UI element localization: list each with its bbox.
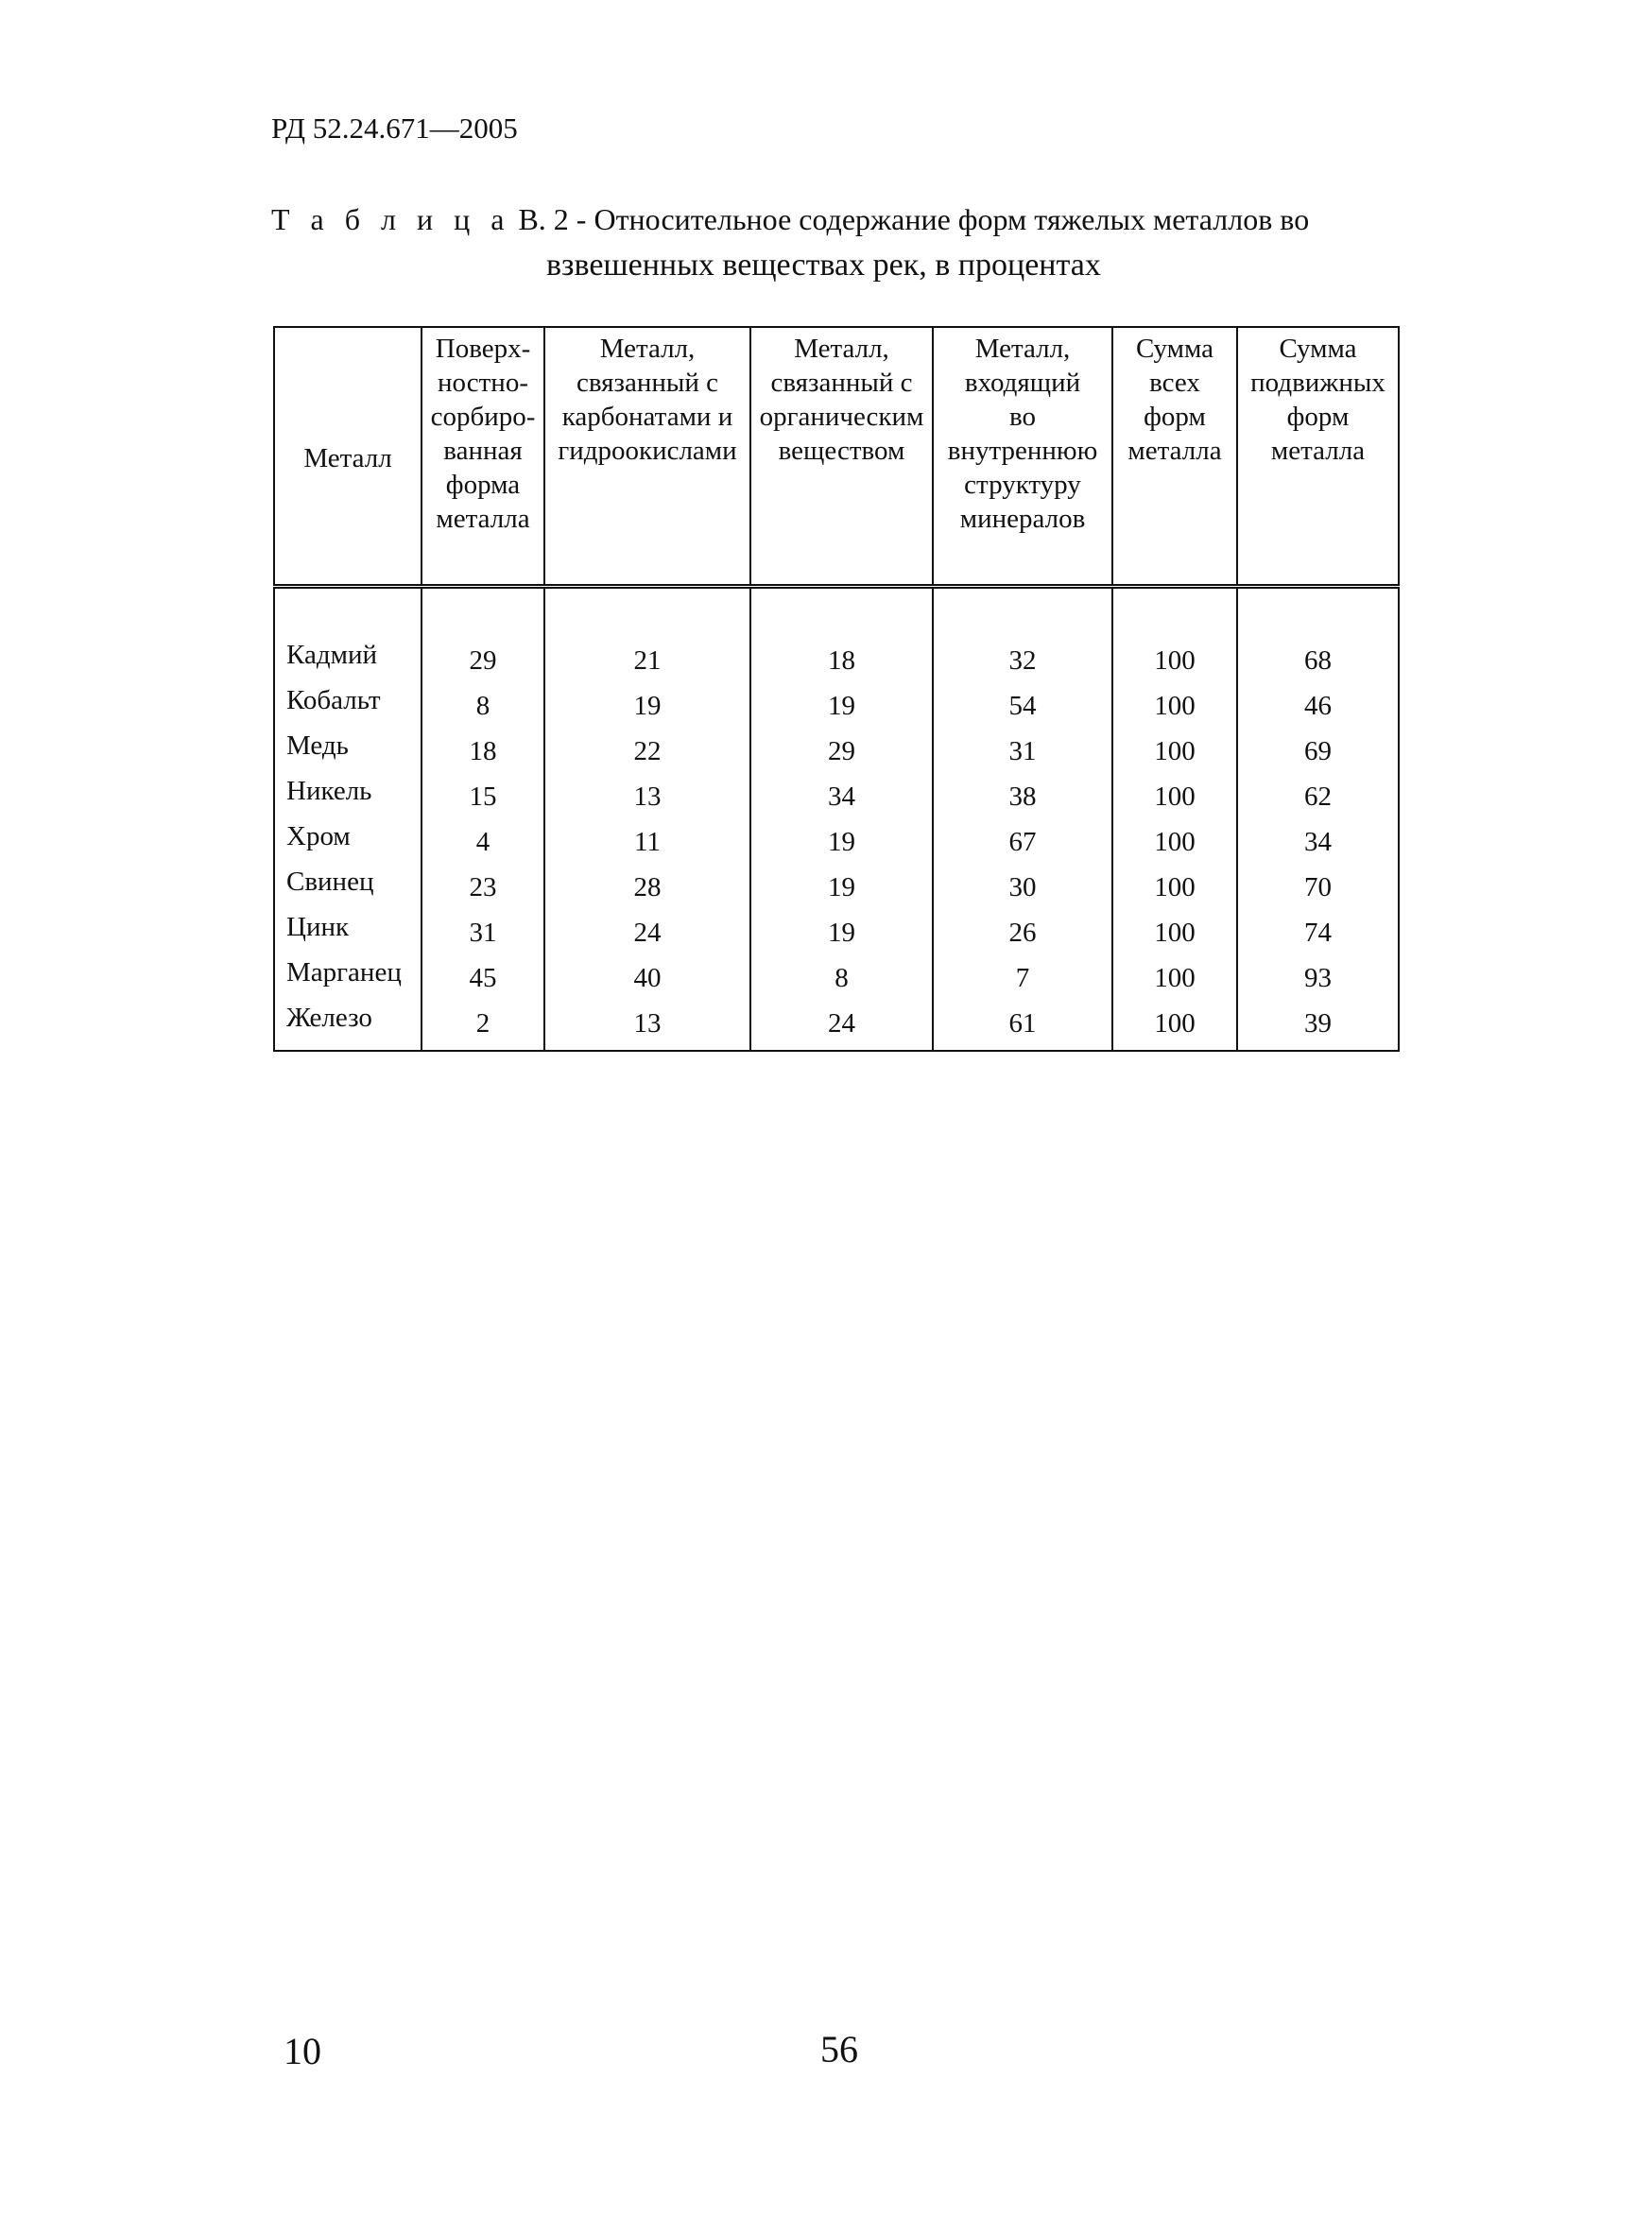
value-cell: 100 <box>1112 819 1237 865</box>
column-header: Поверх- ностно- сорбиро- ванная форма металла <box>422 327 544 587</box>
value-cell: 100 <box>1112 587 1237 684</box>
value-cell: 19 <box>544 683 750 729</box>
caption-line-1 <box>271 204 1309 234</box>
value-cell: 19 <box>750 865 933 910</box>
value-cell: 100 <box>1112 955 1237 1001</box>
value-cell: 38 <box>933 774 1112 819</box>
value-cell: 23 <box>422 865 544 910</box>
table-row <box>274 1001 1399 1051</box>
value-cell: 100 <box>1112 774 1237 819</box>
metal-name-cell: Хром <box>274 814 422 859</box>
value-cell: 15 <box>422 774 544 819</box>
page-number-center: 56 <box>820 2028 858 2070</box>
value-cell: 93 <box>1237 955 1399 1001</box>
table-row <box>274 729 1399 774</box>
column-header: Металл <box>274 327 422 587</box>
value-cell: 13 <box>544 1001 750 1051</box>
value-cell: 11 <box>544 819 750 865</box>
value-cell: 28 <box>544 865 750 910</box>
value-cell: 100 <box>1112 865 1237 910</box>
table-row <box>274 774 1399 819</box>
value-cell: 24 <box>750 1001 933 1051</box>
table-row <box>274 819 1399 865</box>
value-cell: 7 <box>933 955 1112 1001</box>
value-cell: 34 <box>750 774 933 819</box>
value-cell: 62 <box>1237 774 1399 819</box>
value-cell: 19 <box>750 683 933 729</box>
value-cell: 4 <box>422 819 544 865</box>
value-cell: 29 <box>750 729 933 774</box>
value-cell: 13 <box>544 774 750 819</box>
value-cell: 18 <box>422 729 544 774</box>
value-cell: 70 <box>1237 865 1399 910</box>
document-code: РД 52.24.671—2005 <box>271 112 518 145</box>
metal-name-cell: Кадмий <box>274 581 422 678</box>
value-cell: 100 <box>1112 683 1237 729</box>
value-cell: 21 <box>544 587 750 684</box>
value-cell: 61 <box>933 1001 1112 1051</box>
column-header: Сумма подвижных форм металла <box>1237 327 1399 587</box>
metal-name-cell: Железо <box>274 995 422 1045</box>
metal-name-cell: Никель <box>274 768 422 814</box>
caption-title-line-1: - Относительное содержание форм тяжелых металлов во <box>576 202 1310 236</box>
metal-name-cell: Марганец <box>274 950 422 995</box>
table-row <box>274 587 1399 684</box>
value-cell: 24 <box>544 910 750 955</box>
column-header: Металл, входящий во внутреннюю структуру минералов <box>933 327 1112 587</box>
metal-name-cell: Кобальт <box>274 678 422 723</box>
value-cell: 69 <box>1237 729 1399 774</box>
value-cell: 54 <box>933 683 1112 729</box>
value-cell: 68 <box>1237 587 1399 684</box>
metals-table <box>273 326 1398 1054</box>
table-row <box>274 683 1399 729</box>
table-row <box>274 955 1399 1001</box>
table-row <box>274 865 1399 910</box>
page-number-left: 10 <box>284 2030 321 2072</box>
table-body <box>274 587 1399 1052</box>
value-cell: 19 <box>750 819 933 865</box>
value-cell: 34 <box>1237 819 1399 865</box>
value-cell: 100 <box>1112 1001 1237 1051</box>
value-cell: 31 <box>933 729 1112 774</box>
value-cell: 67 <box>933 819 1112 865</box>
value-cell: 100 <box>1112 729 1237 774</box>
value-cell: 46 <box>1237 683 1399 729</box>
table-header-row <box>274 327 1399 587</box>
value-cell: 18 <box>750 587 933 684</box>
column-header: Металл, связанный с карбонатами и гидроокислами <box>544 327 750 587</box>
value-cell: 40 <box>544 955 750 1001</box>
value-cell: 45 <box>422 955 544 1001</box>
value-cell: 39 <box>1237 1001 1399 1051</box>
value-cell: 32 <box>933 587 1112 684</box>
value-cell: 8 <box>422 683 544 729</box>
value-cell: 100 <box>1112 910 1237 955</box>
column-header: Металл, связанный с органическим веществом <box>750 327 933 587</box>
value-cell: 2 <box>422 1001 544 1051</box>
table-row <box>274 910 1399 955</box>
value-cell: 74 <box>1237 910 1399 955</box>
caption-number: В. 2 <box>518 202 569 236</box>
caption-label: Т а б л и ц а <box>271 202 511 236</box>
caption-title-line-2: взвешенных веществах рек, в процентах <box>546 248 1101 283</box>
value-cell: 30 <box>933 865 1112 910</box>
column-header: Сумма всех форм металла <box>1112 327 1237 587</box>
value-cell: 29 <box>422 587 544 684</box>
metal-name-cell: Медь <box>274 723 422 768</box>
value-cell: 22 <box>544 729 750 774</box>
value-cell: 31 <box>422 910 544 955</box>
metal-name-cell: Свинец <box>274 859 422 904</box>
value-cell: 19 <box>750 910 933 955</box>
value-cell: 8 <box>750 955 933 1001</box>
metal-name-cell: Цинк <box>274 904 422 950</box>
value-cell: 26 <box>933 910 1112 955</box>
